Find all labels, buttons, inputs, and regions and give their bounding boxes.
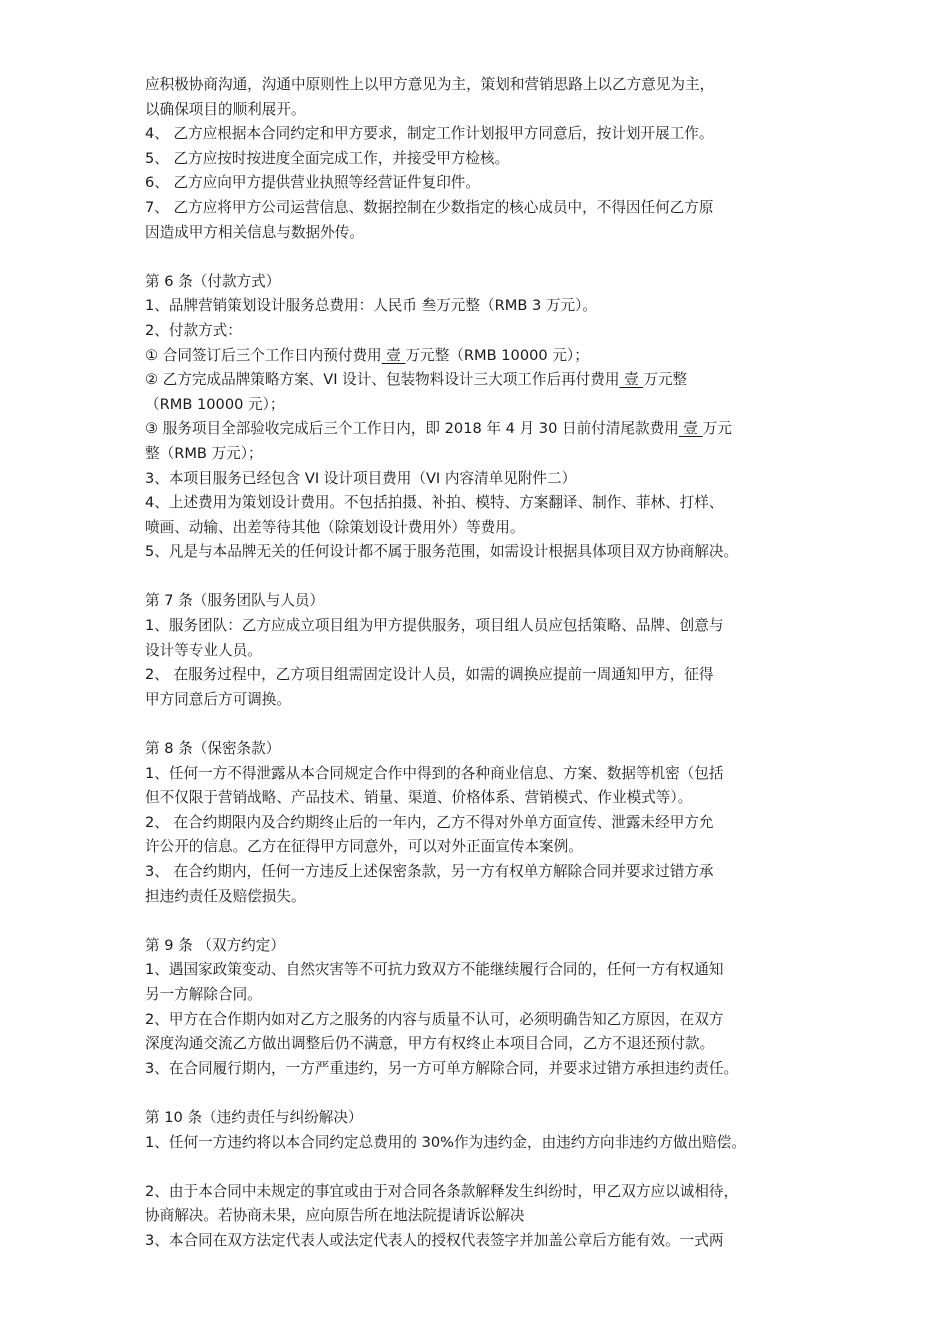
text-line: 整（RMB 万元）； (145, 444, 263, 462)
blank-line (145, 565, 815, 590)
underlined-amount: 壹 (381, 346, 406, 364)
text-line: 甲方同意后方可调换。 (145, 690, 291, 708)
text-line: 5、凡是与本品牌无关的任何设计都不属于服务范围，如需设计根据具体项目双方协商解决。 (145, 543, 739, 561)
text-span: ① 合同签订后三个工作日内预付费用 (145, 346, 382, 364)
text-line: 3、本项目服务已经包含 VI 设计项目费用（VI 内容清单见附件二） (145, 469, 577, 487)
text-line: 担违约责任及赔偿损失。 (145, 887, 306, 905)
text-line: 但不仅限于营销战略、产品技术、销量、渠道、价格体系、营销模式、作业模式等）。 (145, 789, 693, 807)
text-line (145, 368, 815, 393)
text-line: 1、任何一方违约将以本合同约定总费用的 30%作为违约金，由违约方向非违约方做出赔偿。 (145, 1133, 746, 1151)
blank-line (145, 245, 815, 270)
text-line: 3、 在合约期内，任何一方违反上述保密条款，另一方有权单方解除合同并要求过错方承 (145, 863, 714, 880)
text-line: 第 10 条（违约责任与纠纷解决） (145, 1108, 363, 1126)
text-line: 6、 乙方应向甲方提供营业执照等经营证件复印件。 (145, 174, 480, 192)
underlined-amount: 壹 (619, 371, 644, 389)
blank-line (145, 1081, 815, 1106)
blank-line (145, 909, 815, 934)
text-line: 协商解决。若协商未果，应向原告所在地法院提请诉讼解决 (145, 1207, 525, 1225)
text-span: 万元 (702, 420, 732, 438)
text-line: 5、 乙方应按时按进度全面完成工作，并接受甲方检核。 (145, 149, 510, 167)
text-line: 3、在合同履行期内，一方严重违约，另一方可单方解除合同，并要求过错方承担违约责任。 (145, 1059, 739, 1077)
text-line: 因造成甲方相关信息与数据外传。 (145, 223, 364, 241)
text-line: 设计等专业人员。 (145, 641, 262, 659)
text-line: 7、 乙方应将甲方公司运营信息、数据控制在少数指定的核心成员中，不得因任何乙方原 (145, 198, 714, 216)
text-line: 2、 在服务过程中，乙方项目组需固定设计人员，如需的调换应提前一周通知甲方，征得 (145, 666, 714, 684)
text-span: ③ 服务项目全部验收完成后三个工作日内，即 2018 年 4 月 30 日前付清尾款费用 (145, 420, 679, 438)
underlined-amount: 壹 (678, 420, 703, 438)
text-line: 1、遇国家政策变动、自然灾害等不可抗力致双方不能继续履行合同的，任何一方有权通知 (145, 961, 724, 979)
text-line: 第 8 条（保密条款） (145, 740, 281, 758)
text-line: （RMB 10000 元）； (145, 395, 285, 413)
text-span: ② 乙方完成品牌策略方案、VI 设计、包装物料设计三大项工作后再付费用 (145, 371, 620, 389)
blank-line (145, 712, 815, 737)
text-line (145, 344, 815, 369)
text-line: 1、品牌营销策划设计服务总费用：人民币 叁万元整（RMB 3 万元）。 (145, 297, 597, 315)
blank-line (145, 1155, 815, 1180)
text-line: 第 6 条（付款方式） (145, 272, 281, 290)
text-line: 许公开的信息。乙方在征得甲方同意外，可以对外正面宣传本案例。 (145, 838, 583, 856)
text-line: 1、服务团队：乙方应成立项目组为甲方提供服务，项目组人员应包括策略、品牌、创意与 (145, 617, 724, 635)
document-body (145, 73, 815, 1254)
text-line: 1、任何一方不得泄露从本合同规定合作中得到的各种商业信息、方案、数据等机密（包括 (145, 764, 724, 782)
text-line: 4、 乙方应根据本合同约定和甲方要求，制定工作计划报甲方同意后，按计划开展工作。 (145, 125, 714, 143)
text-line: 2、由于本合同中未规定的事宜或由于对合同各条款解释发生纠纷时，甲乙双方应以诚相待， (145, 1182, 739, 1200)
text-span: 万元整（RMB 10000 元）； (405, 346, 589, 364)
text-line: 喷画、动输、出差等待其他（除策划设计费用外）等费用。 (145, 518, 525, 536)
text-line: 深度沟通交流乙方做出调整后仍不满意，甲方有权终止本项目合同，乙方不退还预付款。 (145, 1035, 715, 1053)
text-line (145, 417, 815, 442)
text-line: 应积极协商沟通，沟通中原则性上以甲方意见为主，策划和营销思路上以乙方意见为主， (145, 76, 715, 93)
text-line: 第 7 条（服务团队与人员） (145, 592, 325, 610)
text-line: 另一方解除合同。 (145, 985, 262, 1003)
text-line: 以确保项目的顺利展开。 (145, 100, 306, 118)
text-line: 2、甲方在合作期内如对乙方之服务的内容与质量不认可，必须明确告知乙方原因，在双方 (145, 1010, 724, 1028)
text-line: 第 9 条 （双方约定） (145, 936, 285, 954)
text-line: 2、 在合约期限内及合约期终止后的一年内，乙方不得对外单方面宣传、泄露未经甲方允 (145, 813, 714, 831)
text-line: 2、付款方式： (145, 321, 242, 339)
text-span: 万元整 (643, 371, 688, 389)
text-line: 4、上述费用为策划设计费用。不包括拍摄、补拍、模特、方案翻译、制作、菲林、打样、 (145, 494, 724, 512)
text-line: 3、本合同在双方法定代表人或法定代表人的授权代表签字并加盖公章后方能有效。一式两 (145, 1231, 724, 1249)
